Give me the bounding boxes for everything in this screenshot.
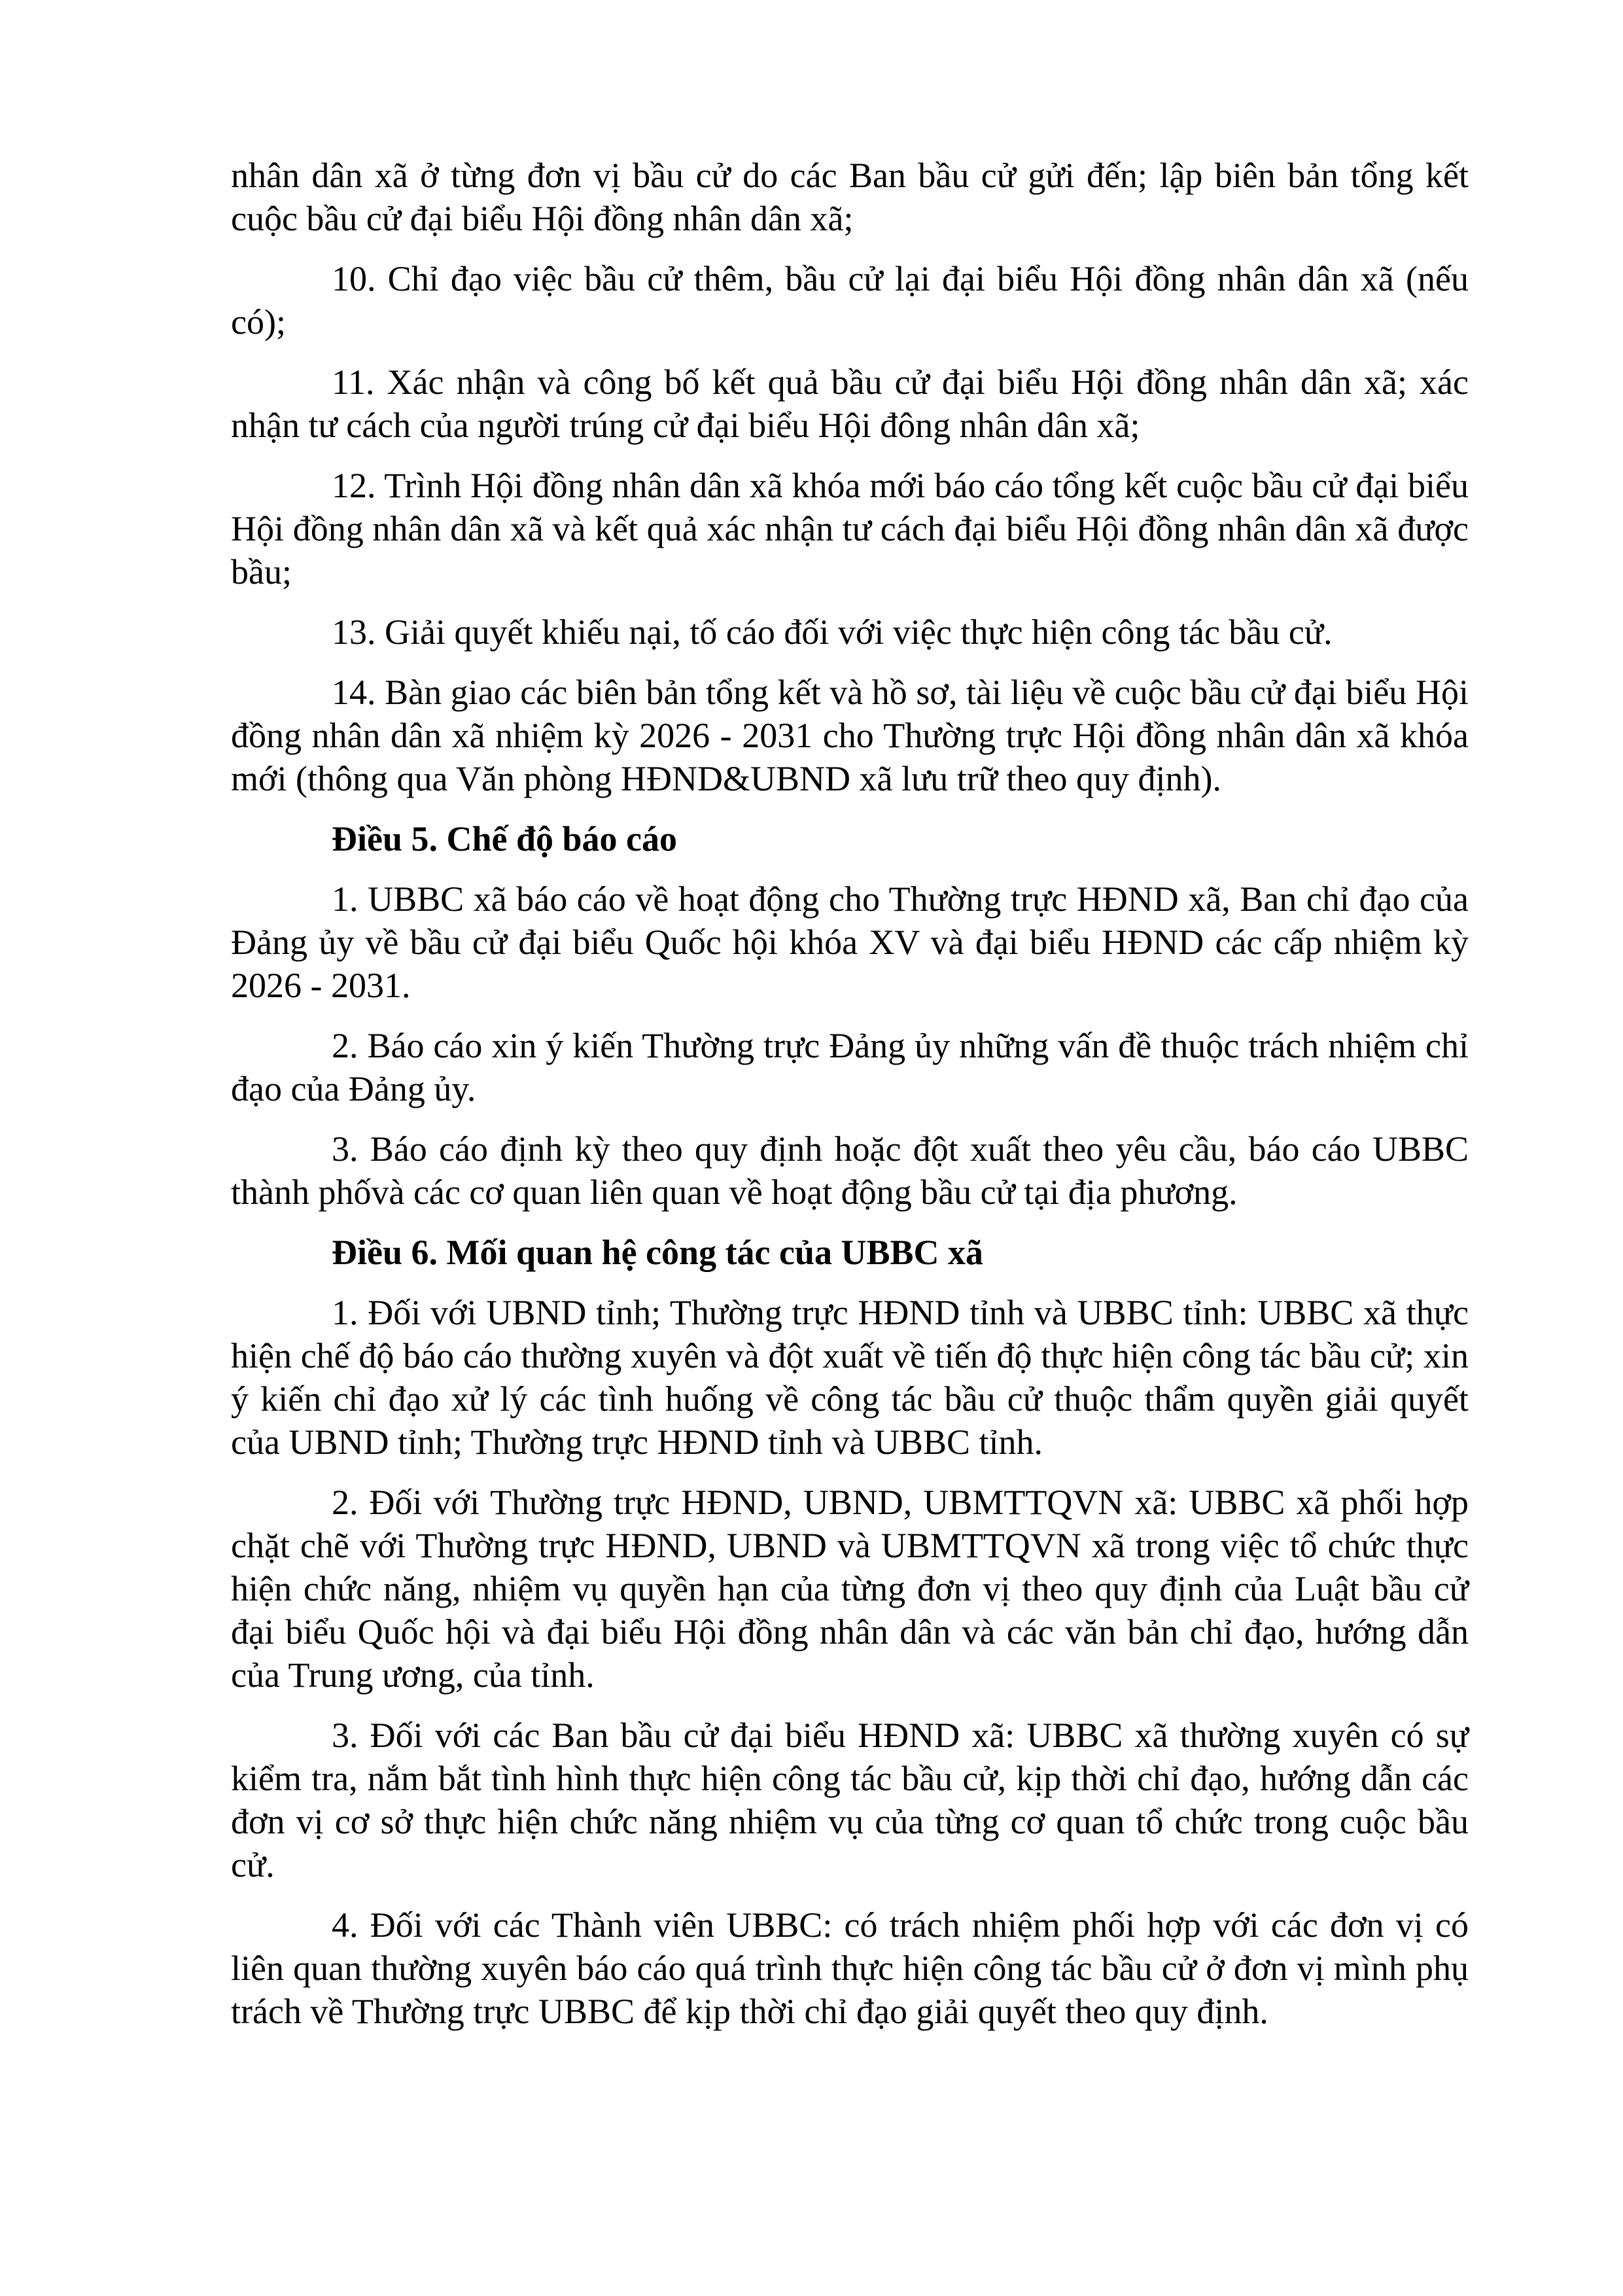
paragraph-continued: nhân dân xã ở từng đơn vị bầu cử do các Ban bầu cử gửi đến; lập biên bản tổng kết cuộc bầu cử đại biểu Hội đồng nhân dân xã;: [231, 156, 1469, 238]
paragraph-dieu5-item-2: 2. Báo cáo xin ý kiến Thường trực Đảng ủy những vấn đề thuộc trách nhiệm chỉ đạo của Đảng ủy.: [231, 1026, 1469, 1108]
paragraph-item-10: 10. Chỉ đạo việc bầu cử thêm, bầu cử lại đại biểu Hội đồng nhân dân xã (nếu có);: [231, 259, 1469, 342]
paragraph-dieu6-item-2: 2. Đối với Thường trực HĐND, UBND, UBMTTQVN xã: UBBC xã phối hợp chặt chẽ với Thường trực HĐND, UBND và UBMTTQVN xã trong việc tổ chức thực hiện chức năng, nhiệm vụ quyền hạn của từng đơn vị theo quy định của Luật bầu cử đại biểu Quốc hội và đại biểu Hội đồng nhân dân và các văn bản chỉ đạo, hướng dẫn của Trung ương, của tỉnh.: [231, 1483, 1469, 1695]
paragraph-dieu5-item-1: 1. UBBC xã báo cáo về hoạt động cho Thường trực HĐND xã, Ban chỉ đạo của Đảng ủy về bầu cử đại biểu Quốc hội khóa XV và đại biểu HĐND các cấp nhiệm kỳ 2026 - 2031.: [231, 879, 1469, 1005]
section-heading-dieu-5: Điều 5. Chế độ báo cáo: [332, 819, 678, 858]
paragraph-item-11: 11. Xác nhận và công bố kết quả bầu cử đại biểu Hội đồng nhân dân xã; xác nhận tư cách của người trúng cử đại biểu Hội đông nhân dân xã;: [231, 362, 1469, 445]
section-heading-dieu-6: Điều 6. Mối quan hệ công tác của UBBC xã: [332, 1233, 984, 1272]
paragraph-dieu6-item-4: 4. Đối với các Thành viên UBBC: có trách nhiệm phối hợp với các đơn vị có liên quan thường xuyên báo cáo quá trình thực hiện công tác bầu cử ở đơn vị mình phụ trách về Thường trực UBBC để kịp thời chỉ đạo giải quyết theo quy định.: [231, 1905, 1469, 2031]
paragraph-dieu6-item-1: 1. Đối với UBND tỉnh; Thường trực HĐND tỉnh và UBBC tỉnh: UBBC xã thực hiện chế độ báo cáo thường xuyên và đột xuất về tiến độ thực hiện công tác bầu cử; xin ý kiến chỉ đạo xử lý các tình huống về công tác bầu cử thuộc thẩm quyền giải quyết của UBND tỉnh; Thường trực HĐND tỉnh và UBBC tỉnh.: [231, 1293, 1469, 1462]
paragraph-dieu6-item-3: 3. Đối với các Ban bầu cử đại biểu HĐND xã: UBBC xã thường xuyên có sự kiểm tra, nắm bắt tình hình thực hiện công tác bầu cử, kịp thời chỉ đạo, hướng dẫn các đơn vị cơ sở thực hiện chức năng nhiệm vụ của từng cơ quan tổ chức trong cuộc bầu cử.: [231, 1716, 1469, 1884]
document-text-block: [231, 154, 1469, 2050]
paragraph-item-14: 14. Bàn giao các biên bản tổng kết và hồ sơ, tài liệu về cuộc bầu cử đại biểu Hội đồng nhân dân xã nhiệm kỳ 2026 - 2031 cho Thường trực Hội đồng nhân dân xã khóa mới (thông qua Văn phòng HĐND&UBND xã lưu trữ theo quy định).: [231, 673, 1469, 798]
paragraph-dieu5-item-3: 3. Báo cáo định kỳ theo quy định hoặc đột xuất theo yêu cầu, báo cáo UBBC thành phốvà các cơ quan liên quan về hoạt động bầu cử tại địa phương.: [231, 1129, 1469, 1212]
paragraph-item-12: 12. Trình Hội đồng nhân dân xã khóa mới báo cáo tổng kết cuộc bầu cử đại biểu Hội đồng nhân dân xã và kết quả xác nhận tư cách đại biểu Hội đồng nhân dân xã được bầu;: [231, 466, 1469, 592]
paragraph-item-13: 13. Giải quyết khiếu nại, tố cáo đối với việc thực hiện công tác bầu cử.: [332, 612, 1333, 652]
